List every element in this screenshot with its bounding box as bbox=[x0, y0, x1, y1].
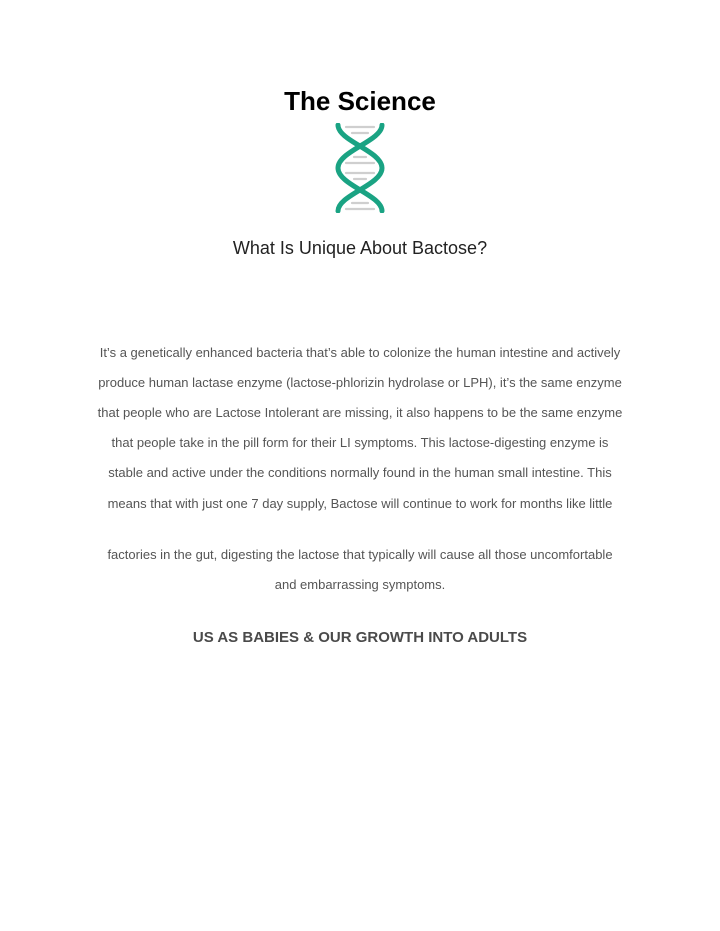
paragraph-line: produce human lactase enzyme (lactose-phlorizin hydrolase or LPH), it’s the same enzyme bbox=[98, 375, 622, 390]
page-title: The Science bbox=[284, 86, 436, 116]
paragraph-line: that people who are Lactose Intolerant are missing, it also happens to be the same enzyme bbox=[97, 405, 623, 420]
paragraph-line: It’s a genetically enhanced bacteria that’s able to colonize the human intestine and actively bbox=[99, 345, 621, 360]
section-heading: US AS BABIES & OUR GROWTH INTO ADULTS bbox=[192, 629, 528, 646]
dna-helix-icon bbox=[330, 123, 390, 213]
paragraph-line: factories in the gut, digesting the lactose that typically will cause all those uncomfortable bbox=[107, 547, 613, 562]
paragraph-line: and embarrassing symptoms. bbox=[274, 577, 446, 592]
paragraph-line: stable and active under the conditions normally found in the human small intestine. This bbox=[108, 465, 612, 480]
dna-strands bbox=[338, 125, 382, 211]
paragraph-line: that people take in the pill form for their LI symptoms. This lactose-digesting enzyme is bbox=[111, 435, 609, 450]
page-subtitle: What Is Unique About Bactose? bbox=[232, 238, 488, 258]
paragraph-line: means that with just one 7 day supply, Bactose will continue to work for months like little bbox=[107, 496, 613, 511]
